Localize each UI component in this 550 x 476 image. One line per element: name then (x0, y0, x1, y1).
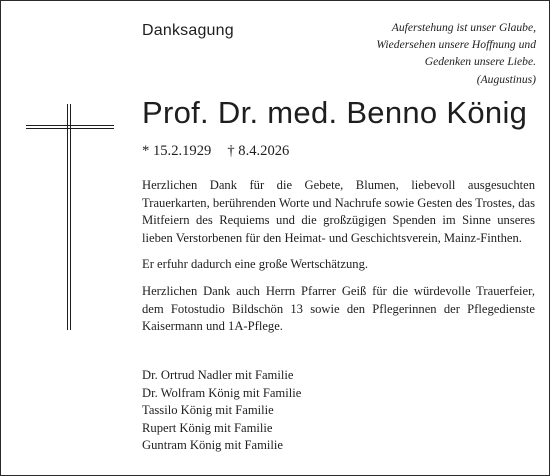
signer: Dr. Ortrud Nadler mit Familie (142, 368, 294, 382)
signer: Dr. Wolfram König mit Familie (142, 385, 302, 400)
quote-block (306, 19, 536, 88)
quote-line: Auferstehung ist unser Glaube, (391, 21, 536, 34)
thanks-paragraph: Herzlichen Dank auch Herrn Pfarrer Geiß für die würdevolle Trauerfeier, dem Fotostudio Bildschön 13 sowie den Pflegerinnen der Pflegedienste Kaisermann und 1A-Pflege. (142, 283, 535, 334)
cross-horizontal-bar (26, 125, 114, 129)
signer: Tassilo König mit Familie (142, 403, 274, 418)
thanks-text (142, 177, 535, 345)
quote-author: (Augustinus) (476, 72, 536, 86)
signers-list (142, 367, 301, 455)
deceased-name: Prof. Dr. med. Benno König (142, 95, 528, 130)
life-dates (142, 143, 289, 160)
cross-vertical-bar (67, 104, 71, 330)
quote-line: Gedenken unsere Liebe. (424, 55, 536, 69)
death-date: † 8.4.2026 (227, 143, 290, 159)
birth-date: * 15.2.1929 (142, 143, 212, 159)
thanks-paragraph: Er erfuhr dadurch eine große Wertschätzung. (142, 257, 369, 272)
quote-line: Wiedersehen unsere Hoffnung und (376, 38, 536, 52)
signer: Rupert König mit Familie (142, 420, 273, 435)
cross-icon (26, 104, 114, 330)
thanks-paragraph: Herzlichen Dank für die Gebete, Blumen, liebevoll ausgesuchten Trauerkarten, berührenden Worte und Nachrufe sowie Gesten des Trostes, das Mitfeiern des Requiems und die großzügigen Spenden im Sinne unseres lieben Verstorbenen für den Heimat- und Geschichtsverein, Mainz-Finthen. (142, 178, 535, 245)
signer: Guntram König mit Familie (142, 438, 283, 453)
notice-heading: Danksagung (142, 22, 234, 39)
